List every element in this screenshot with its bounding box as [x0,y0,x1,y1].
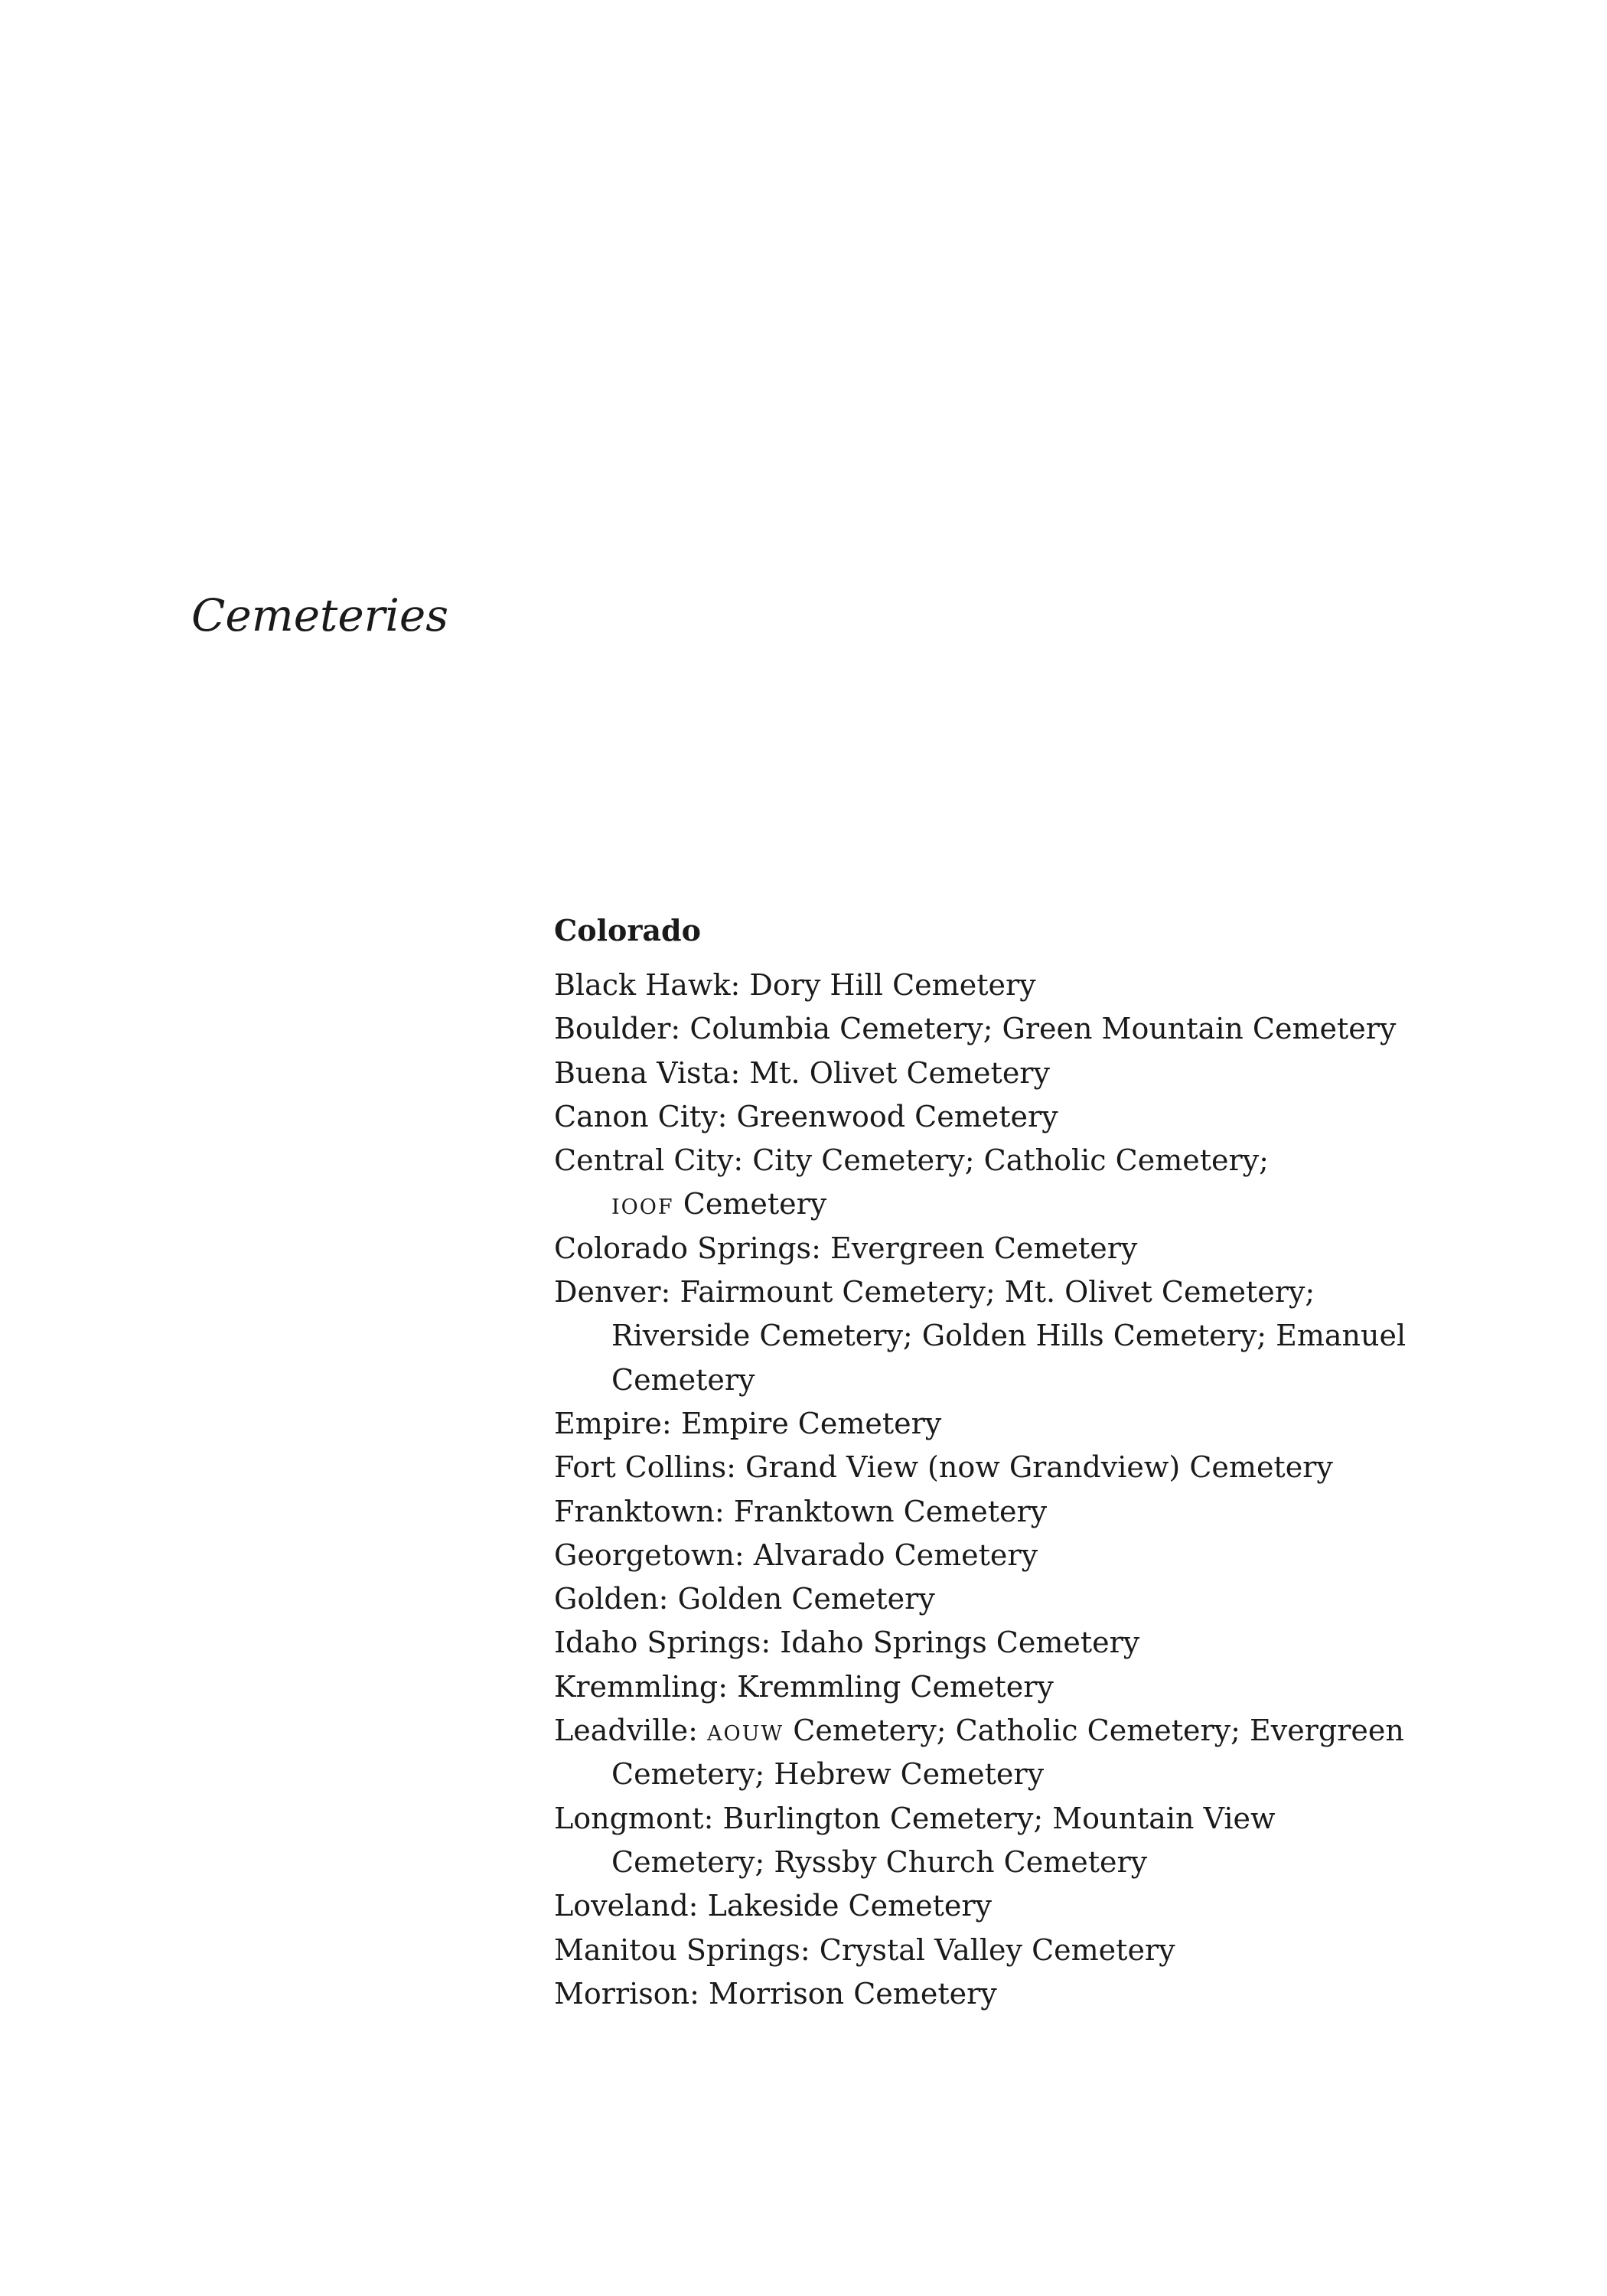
cemetery-list [554,964,1434,2016]
place-name: Fort Collins: [554,1450,736,1485]
place-name: Idaho Springs: [554,1626,771,1660]
list-item [554,1621,1434,1665]
cemetery-names: Mt. Olivet Cemetery [749,1055,1050,1090]
cemetery-names: Fairmount Cemetery; Mt. Olivet Cemetery; Riverside Cemetery; Golden Hills Cemetery; Emanuel Cemetery [611,1275,1407,1397]
abbreviation-smallcaps: aouw [707,1714,784,1748]
cemetery-names-tail: Cemetery; Catholic Cemetery; Evergreen Cemetery; Hebrew Cemetery [611,1714,1404,1792]
place-name: Morrison: [554,1976,699,2011]
place-name: Loveland: [554,1889,699,1923]
place-name: Denver: [554,1275,671,1309]
place-name: Franktown: [554,1494,725,1528]
place-name: Golden: [554,1582,669,1616]
list-item [554,1797,1434,1885]
place-name: Boulder: [554,1012,681,1046]
list-item [554,1052,1434,1095]
list-item [554,1490,1434,1534]
list-item [554,1577,1434,1621]
cemetery-names: Franktown Cemetery [733,1494,1048,1528]
cemetery-names: Lakeside Cemetery [707,1889,993,1923]
list-item [554,1884,1434,1928]
list-item [554,1270,1434,1402]
place-name: Colorado Springs: [554,1231,821,1265]
list-item [554,1972,1434,2016]
place-name: Empire: [554,1406,672,1440]
cemetery-names-tail: Cemetery [683,1187,827,1221]
place-name: Manitou Springs: [554,1932,810,1967]
cemetery-names: Burlington Cemetery; Mountain View Cemetery; Ryssby Church Cemetery [611,1801,1276,1879]
place-name: Central City: [554,1143,744,1178]
cemetery-names: Kremmling Cemetery [737,1669,1054,1704]
list-item [554,964,1434,1007]
cemetery-names: Crystal Valley Cemetery [819,1932,1175,1967]
cemetery-names: Golden Cemetery [677,1582,935,1616]
cemetery-names: Evergreen Cemetery [830,1231,1138,1265]
section-heading: Colorado [554,913,701,947]
cemetery-names: Columbia Cemetery; Green Mountain Cemetery [689,1012,1397,1046]
list-item [554,1534,1434,1577]
cemetery-names: Greenwood Cemetery [736,1099,1058,1133]
list-item [554,1007,1434,1051]
cemetery-names: Grand View (now Grandview) Cemetery [745,1450,1333,1485]
cemetery-names: Empire Cemetery [680,1406,942,1440]
place-name: Black Hawk: [554,968,741,1002]
list-item [554,1709,1434,1797]
abbreviation-smallcaps: ioof [611,1187,674,1221]
list-item [554,1446,1434,1489]
cemetery-names: City Cemetery; Catholic Cemetery; [752,1143,1269,1178]
place-name: Buena Vista: [554,1055,741,1090]
list-item [554,1665,1434,1709]
place-name: Leadville: [554,1714,698,1748]
cemetery-names: Idaho Springs Cemetery [780,1626,1140,1660]
list-item [554,1929,1434,1972]
cemetery-names: Dory Hill Cemetery [749,968,1036,1002]
place-name: Canon City: [554,1099,728,1133]
list-item [554,1095,1434,1139]
list-item [554,1402,1434,1446]
cemetery-names: Alvarado Cemetery [753,1538,1038,1572]
place-name: Georgetown: [554,1538,745,1572]
colorado-section [554,909,1434,2016]
cemetery-names: Morrison Cemetery [709,1976,997,2011]
place-name: Kremmling: [554,1669,729,1704]
list-item [554,1227,1434,1270]
list-item [554,1139,1434,1227]
place-name: Longmont: [554,1801,714,1835]
page-title: Cemeteries [191,589,449,641]
